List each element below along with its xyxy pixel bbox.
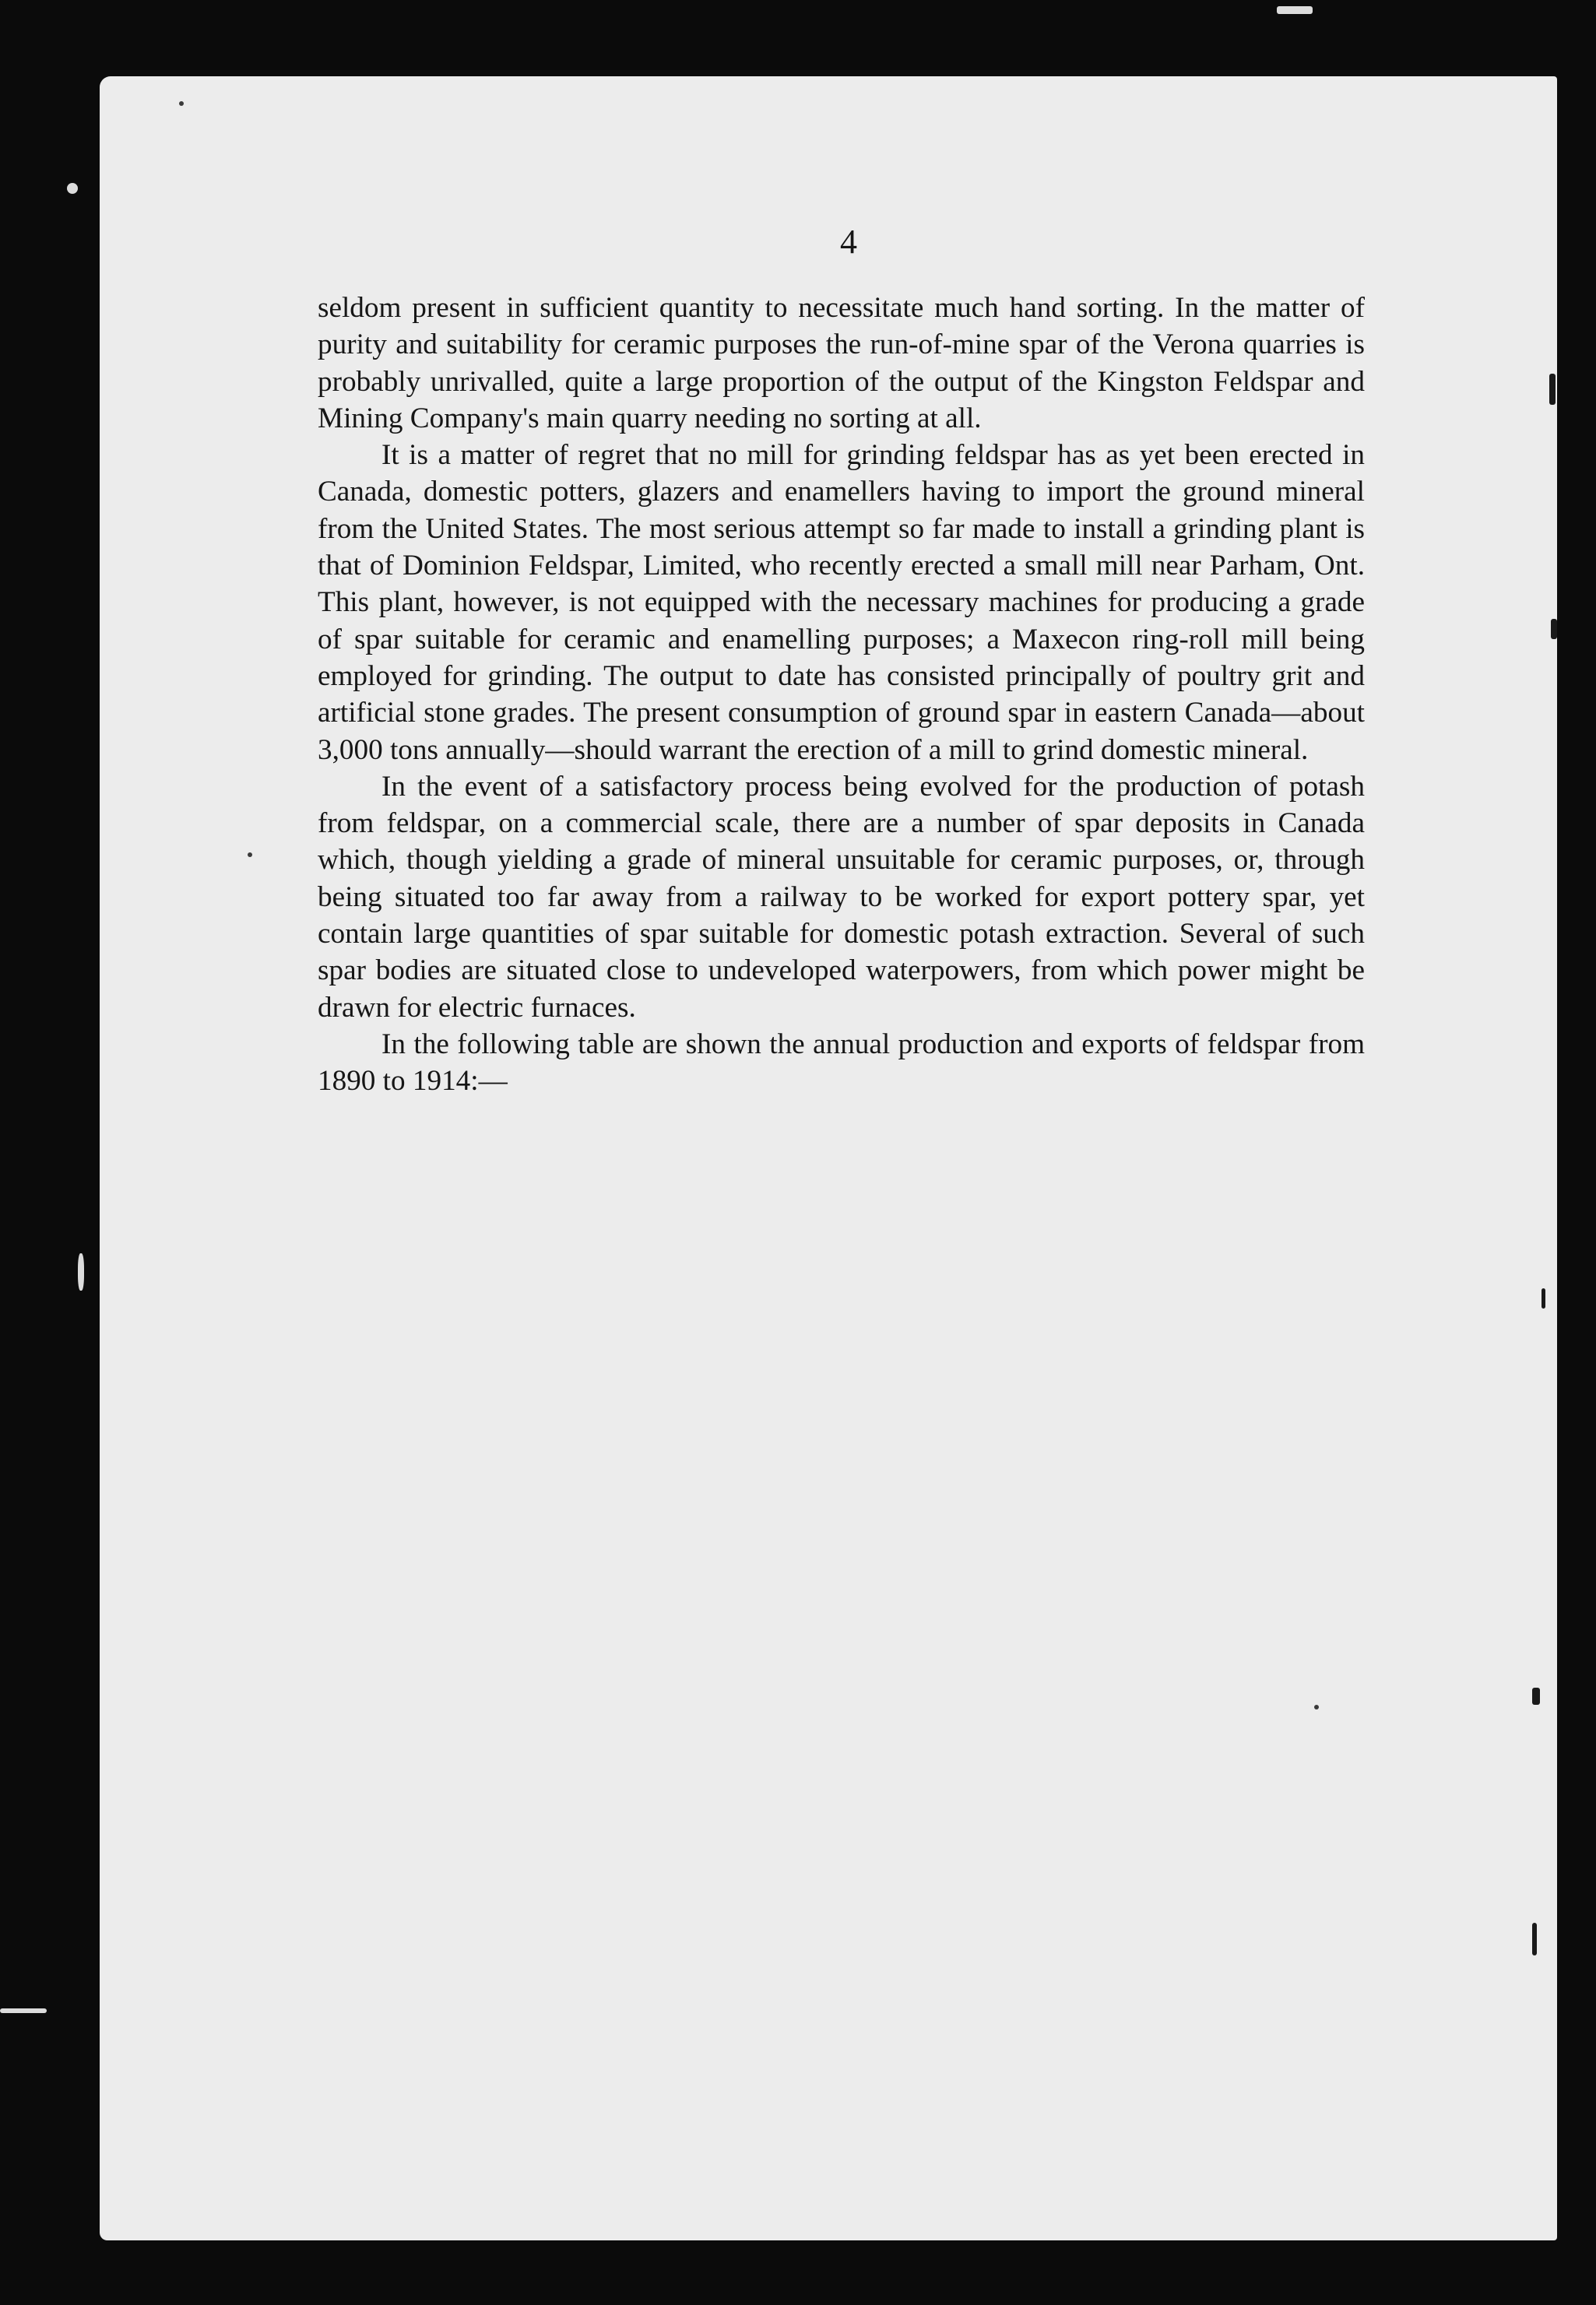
scan-artifact-right-mark-2	[1551, 619, 1557, 639]
body-text	[318, 290, 1365, 1100]
scan-artifact-right-mark-1	[1549, 374, 1556, 405]
paragraph-3: In the event of a satisfactory process being evolved for the production of potash from feldspar, on a commercial scale, there are a number of spar deposits in Canada which, though yielding a grade of mineral unsuitable for ceramic purposes, or, through being situated too far away from a railway to be worked for export pottery spar, yet contain large quantities of spar suitable for domestic potash extraction. Several of such spar bodies are situated close to undeveloped waterpowers, from which power might be drawn for electric furnaces.	[318, 770, 1365, 1024]
paragraph-1: seldom present in sufficient quantity to necessitate much hand sorting. In the matter of purity and suitability for ceramic purposes the run-of-mine spar of the Verona quarries is probably unrivalled, quite a large proportion of the output of the Kingston Feldspar and Mining Company's main quarry needing no sorting at all.	[318, 292, 1365, 434]
paragraph-2: It is a matter of regret that no mill for grinding feldspar has as yet been erected in Canada, domestic potters, glazers and enamellers having to import the ground mineral from the United States. The most serious attempt so far made to install a grinding plant is that of Dominion Feldspar, Limited, who recently erected a small mill near Parham, Ont. This plant, however, is not equipped with the necessary machines for producing a grade of spar suitable for ceramic and enamelling purposes; a Maxecon ring-roll mill being employed for grinding. The output to date has consisted principally of poultry grit and artificial stone grades. The present consumption of ground spar in eastern Canada—about 3,000 tons annually—should warrant the erection of a mill to grind domestic mineral.	[318, 439, 1365, 766]
scan-speck-1	[179, 101, 184, 106]
scan-artifact-top	[1277, 6, 1313, 14]
paragraph-4: In the following table are shown the annual production and exports of feldspar from 1890 to 1914:—	[318, 1028, 1365, 1098]
page-number: 4	[840, 223, 857, 261]
scan-artifact-left-bracket	[78, 1253, 84, 1291]
scan-speck-3	[1314, 1705, 1319, 1709]
scan-speck-2	[248, 852, 252, 857]
scan-artifact-right-mark-4	[1532, 1688, 1540, 1705]
scan-artifact-left-mark	[67, 183, 78, 194]
scan-artifact-right-mark-5	[1532, 1923, 1537, 1955]
scan-artifact-left-streak	[0, 2008, 47, 2013]
scan-artifact-right-mark-3	[1542, 1288, 1545, 1309]
